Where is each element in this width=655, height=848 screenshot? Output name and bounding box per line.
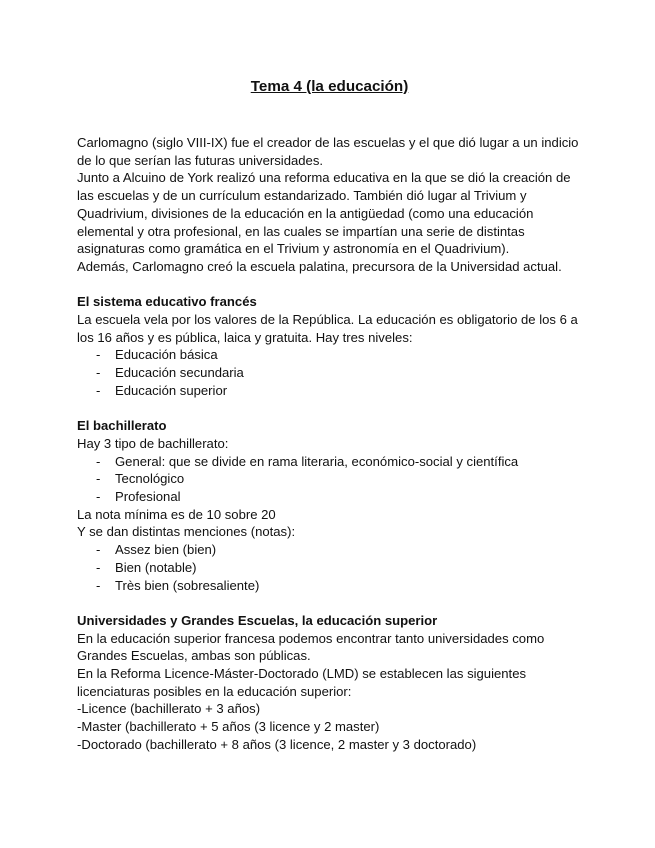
list-item: - Tecnológico [96,471,185,487]
intro-paragraph-2: Junto a Alcuino de York realizó una reforma educativa en la que se dió la creación de las escuelas y de un currículum estandarizado. También dió lugar al Trivium y Quadrivium, divisiones de la educación en la antigüedad (como una educación elemental y otra profesional, en las cuales se impartían una serie de distintas asignaturas como gramática en el Trivium y astronomía en el Quadrivium). [77,170,571,257]
list-item: - Bien (notable) [96,559,197,575]
section-paragraph: Hay 3 tipo de bachillerato: [77,435,229,451]
dash-bullet: - [96,453,101,469]
list-item: - Assez bien (bien) [96,542,217,558]
dash-bullet: - [96,382,101,398]
page-title: Tema 4 (la educación) [250,78,409,95]
list-item: - General: que se divide en rama literaria, económico-social y científica [96,453,519,469]
intro-paragraph-3: Además, Carlomagno creó la escuela palatina, precursora de la Universidad actual. [77,258,562,274]
list-item: - Educación básica [96,347,218,363]
section-paragraph: La escuela vela por los valores de la República. La educación es obligatorio de los 6 a los 16 años y es pública, laica y gratuita. Hay tres niveles: [77,312,578,345]
mentions-list [77,541,582,594]
list-item: - Educación superior [96,382,228,398]
degree-line: -Master (bachillerato + 5 años (3 licence y 2 master) [77,719,380,735]
spacer [77,594,582,612]
list-item: - Profesional [96,489,181,505]
spacer [77,276,582,294]
list-item: - Educación secundaria [96,365,244,381]
bachillerato-types-list [77,453,582,506]
section-heading-bachillerato: El bachillerato [77,418,167,434]
section-paragraph: Y se dan distintas menciones (notas): [77,524,296,540]
levels-list [77,346,582,399]
dash-bullet: - [96,577,101,593]
section-heading-sistema-educativo: El sistema educativo francés [77,294,257,310]
dash-bullet: - [96,489,101,505]
document-body [77,134,582,754]
dash-bullet: - [96,542,101,558]
dash-bullet: - [96,347,101,363]
intro-paragraph-1: Carlomagno (siglo VIII-IX) fue el creador de las escuelas y el que dió lugar a un indicio de lo que serían las futuras universidades. [77,135,579,168]
degree-line: -Doctorado (bachillerato + 8 años (3 licence, 2 master y 3 doctorado) [77,736,477,752]
section-heading-universidades: Universidades y Grandes Escuelas, la educación superior [77,612,438,628]
list-item: - Très bien (sobresaliente) [96,577,260,593]
dash-bullet: - [96,365,101,381]
section-paragraph: En la Reforma Licence-Máster-Doctorado (LMD) se establecen las siguientes licenciaturas posibles en la educación superior: [77,666,527,699]
degree-line: -Licence (bachillerato + 3 años) [77,701,261,717]
dash-bullet: - [96,471,101,487]
section-paragraph: La nota mínima es de 10 sobre 20 [77,506,276,522]
dash-bullet: - [96,559,101,575]
section-paragraph: En la educación superior francesa podemos encontrar tanto universidades como Grandes Escuelas, ambas son públicas. [77,630,545,664]
spacer [77,400,582,418]
